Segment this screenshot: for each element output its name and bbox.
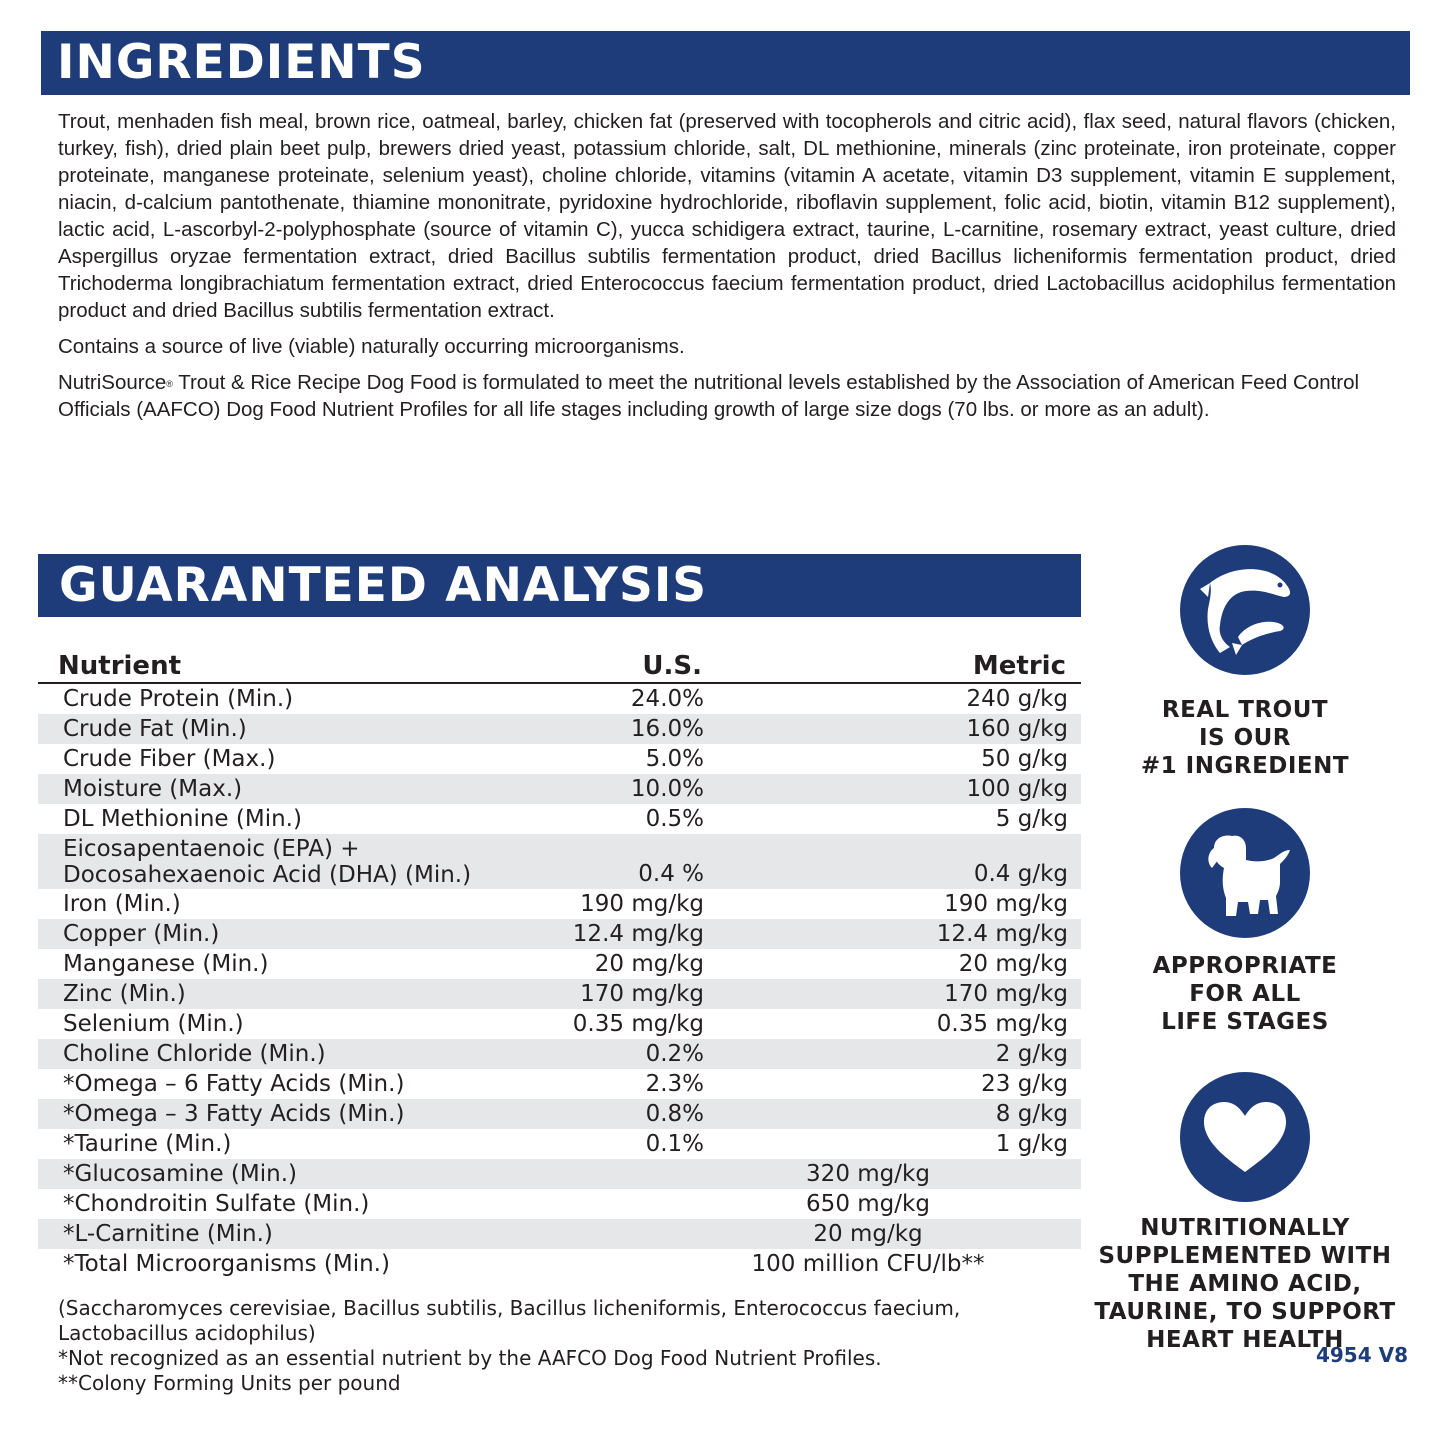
aafco-statement: [58, 369, 1396, 423]
nutrient-name: *Taurine (Min.): [63, 1131, 232, 1157]
nutrient-name: Iron (Min.): [63, 891, 181, 917]
nutrient-name: *Chondroitin Sulfate (Min.): [63, 1191, 370, 1217]
nutrient-name: Manganese (Min.): [63, 951, 269, 977]
metric-value: 160 g/kg: [966, 716, 1068, 742]
product-code: 4954 V8: [1315, 1343, 1408, 1367]
claim-line: HEART HEALTH: [1146, 1327, 1344, 1353]
table-row: [38, 744, 1081, 774]
ingredients-text: [58, 108, 1396, 432]
nutrient-name: [63, 836, 471, 888]
us-value: 10.0%: [630, 776, 704, 802]
column-header-nutrient: Nutrient: [58, 651, 182, 681]
claim-line: NUTRITIONALLY: [1140, 1215, 1350, 1241]
metric-value: 0.4 g/kg: [973, 861, 1068, 887]
nutrient-name: Crude Fat (Min.): [63, 716, 247, 742]
live-microorganisms-note: Contains a source of live (viable) naturally occurring microorganisms.: [58, 335, 685, 358]
combined-value: 650 mg/kg: [806, 1191, 930, 1217]
puppy-icon: [1180, 808, 1310, 938]
metric-value: 5 g/kg: [995, 806, 1068, 832]
claim-life-stages: [1080, 952, 1410, 1036]
claim-line: #1 INGREDIENT: [1140, 753, 1350, 779]
analysis-footnotes: [58, 1296, 1068, 1396]
footnote: **Colony Forming Units per pound: [58, 1371, 401, 1395]
metric-value: 23 g/kg: [981, 1071, 1068, 1097]
analysis-table-header: [38, 650, 1081, 684]
us-value: 2.3%: [645, 1071, 704, 1097]
guaranteed-analysis-heading: GUARANTEED ANALYSIS: [38, 554, 1081, 617]
us-value: 0.4 %: [638, 861, 704, 887]
metric-value: 240 g/kg: [966, 686, 1068, 712]
claim-taurine-heart-health: [1080, 1214, 1410, 1354]
table-row: [38, 1249, 1081, 1279]
table-row: [38, 714, 1081, 744]
nutrient-name: *Total Microorganisms (Min.): [63, 1251, 390, 1277]
registered-mark: ®: [166, 379, 173, 389]
nutrient-name: *Glucosamine (Min.): [63, 1161, 297, 1187]
combined-value: 100 million CFU/lb**: [751, 1251, 985, 1277]
nutrient-name: DL Methionine (Min.): [63, 806, 302, 832]
metric-value: 190 mg/kg: [944, 891, 1068, 917]
table-row: [38, 1039, 1081, 1069]
us-value: 12.4 mg/kg: [572, 921, 704, 947]
nutrient-name: Selenium (Min.): [63, 1011, 244, 1037]
metric-value: 20 mg/kg: [958, 951, 1068, 977]
claim-line: THE AMINO ACID,: [1128, 1271, 1362, 1297]
metric-value: 0.35 mg/kg: [936, 1011, 1068, 1037]
nutrient-name: *L-Carnitine (Min.): [63, 1221, 273, 1247]
us-value: 20 mg/kg: [594, 951, 704, 977]
combined-value: 320 mg/kg: [806, 1161, 930, 1187]
metric-value: 12.4 mg/kg: [936, 921, 1068, 947]
claim-line: REAL TROUT: [1161, 697, 1329, 723]
nutrient-name: Moisture (Max.): [63, 776, 243, 802]
metric-value: 50 g/kg: [981, 746, 1068, 772]
table-row: [38, 834, 1081, 889]
nutrient-name: Crude Fiber (Max.): [63, 746, 276, 772]
us-value: 5.0%: [645, 746, 704, 772]
us-value: 0.2%: [645, 1041, 704, 1067]
ingredients-heading: INGREDIENTS: [41, 31, 1410, 95]
table-row: [38, 979, 1081, 1009]
claim-line: FOR ALL: [1189, 981, 1301, 1007]
table-row: [38, 1129, 1081, 1159]
fish-icon: [1180, 545, 1310, 675]
table-row: [38, 684, 1081, 714]
table-row: [38, 1159, 1081, 1189]
heart-icon: [1180, 1072, 1310, 1202]
table-row: [38, 1009, 1081, 1039]
table-row: [38, 804, 1081, 834]
combined-value: 20 mg/kg: [813, 1221, 923, 1247]
claim-line: APPROPRIATE: [1152, 953, 1338, 979]
claim-line: LIFE STAGES: [1161, 1009, 1329, 1035]
nutrient-name-line1: Eicosapentaenoic (EPA) +: [63, 836, 360, 862]
nutrient-name: *Omega – 6 Fatty Acids (Min.): [63, 1071, 405, 1097]
aafco-statement-text: Trout & Rice Recipe Dog Food is formulated to meet the nutritional levels established by the Association of American Feed Control Officials (AAFCO) Dog Food Nutrient Profiles for all life stages including growth of large size dogs (70 lbs. or more as an adult).: [58, 371, 1360, 421]
nutrient-name-line2: Docosahexaenoic Acid (DHA) (Min.): [63, 862, 472, 888]
ingredient-list: Trout, menhaden fish meal, brown rice, oatmeal, barley, chicken fat (preserved with tocopherols and citric acid), flax seed, natural flavors (chicken, turkey, fish), dried plain beet pulp, brewers dried yeast, potassium chloride, salt, DL methionine, minerals (zinc proteinate, iron proteinate, copper proteinate, manganese proteinate, selenium yeast), choline chloride, vitamins (vitamin A acetate, vitamin D3 supplement, vitamin E supplement, niacin, d-calcium pantothenate, thiamine mononitrate, pyridoxine hydrochloride, riboflavin supplement, folic acid, biotin, vitamin B12 supplement), lactic acid, L-ascorbyl-2-polyphosphate (source of vitamin C), yucca schidigera extract, taurine, L-carnitine, rosemary extract, yeast culture, dried Aspergillus oryzae fermentation extract, dried Bacillus subtilis fermentation product, dried Bacillus licheniformis fermentation product, dried Trichoderma longibrachiatum fermentation extract, dried Enterococcus faecium fermentation product, dried Lactobacillus acidophilus fermentation product and dried Bacillus subtilis fermentation extract.: [58, 110, 1396, 322]
nutrient-name: Zinc (Min.): [63, 981, 186, 1007]
us-value: 24.0%: [630, 686, 704, 712]
table-row: [38, 1189, 1081, 1219]
column-header-metric: Metric: [972, 651, 1066, 681]
us-value: 16.0%: [630, 716, 704, 742]
nutrient-name: *Omega – 3 Fatty Acids (Min.): [63, 1101, 405, 1127]
claim-line: TAURINE, TO SUPPORT: [1094, 1299, 1396, 1325]
table-row: [38, 949, 1081, 979]
footnote: *Not recognized as an essential nutrient by the AAFCO Dog Food Nutrient Profiles.: [58, 1346, 882, 1370]
us-value: 170 mg/kg: [580, 981, 704, 1007]
metric-value: 1 g/kg: [995, 1131, 1068, 1157]
table-row: [38, 1219, 1081, 1249]
metric-value: 100 g/kg: [966, 776, 1068, 802]
us-value: 0.8%: [645, 1101, 704, 1127]
footnote: Lactobacillus acidophilus): [58, 1321, 316, 1345]
nutrient-name: Crude Protein (Min.): [63, 686, 294, 712]
us-value: 0.5%: [645, 806, 704, 832]
claim-line: SUPPLEMENTED WITH: [1098, 1243, 1392, 1269]
table-row: [38, 919, 1081, 949]
footnote: (Saccharomyces cerevisiae, Bacillus subtilis, Bacillus licheniformis, Enterococcus faecium,: [58, 1296, 961, 1320]
nutrient-name: Choline Chloride (Min.): [63, 1041, 326, 1067]
nutrient-name: Copper (Min.): [63, 921, 220, 947]
us-value: 0.1%: [645, 1131, 704, 1157]
brand-name: NutriSource: [58, 371, 167, 394]
us-value: 0.35 mg/kg: [572, 1011, 704, 1037]
table-row: [38, 889, 1081, 919]
analysis-table-body: [38, 684, 1081, 1279]
table-row: [38, 1069, 1081, 1099]
metric-value: 2 g/kg: [995, 1041, 1068, 1067]
metric-value: 170 mg/kg: [944, 981, 1068, 1007]
table-row: [38, 774, 1081, 804]
claim-line: IS OUR: [1198, 725, 1292, 751]
column-header-us: U.S.: [642, 651, 702, 681]
table-row: [38, 1099, 1081, 1129]
claim-real-trout: [1080, 696, 1410, 780]
us-value: 190 mg/kg: [580, 891, 704, 917]
metric-value: 8 g/kg: [995, 1101, 1068, 1127]
